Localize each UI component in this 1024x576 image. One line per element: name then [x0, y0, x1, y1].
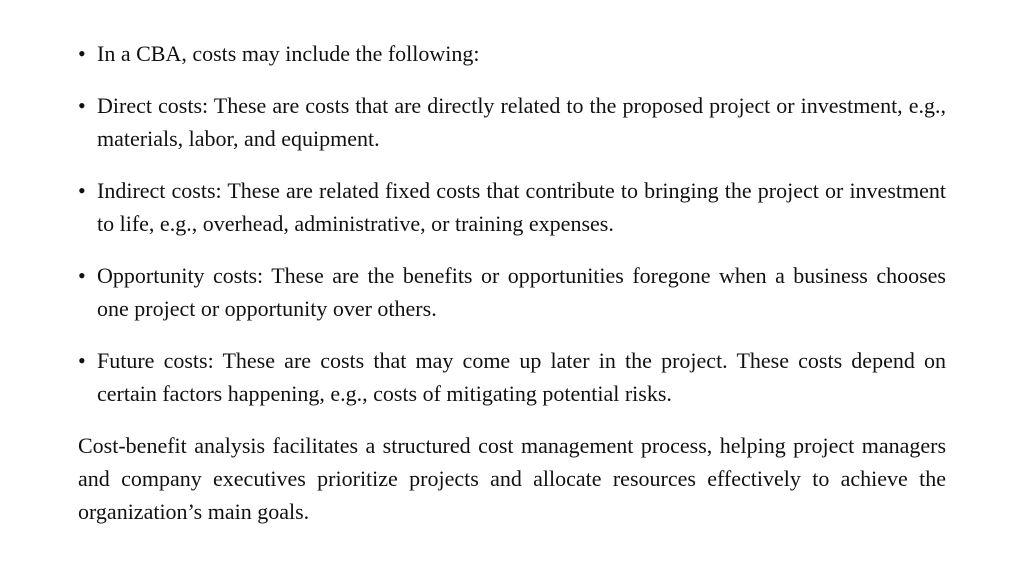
bullet-marker: • — [78, 348, 86, 373]
bullet-future-costs — [78, 344, 946, 410]
bullet-text: Future costs: These are costs that may come up later in the project. These costs depend on certain factors happening, e.g., costs of mitigating potential risks. — [97, 348, 946, 406]
bullet-text: Indirect costs: These are related fixed costs that contribute to bringing the project or investment to life, e.g., overhead, administrative, or training expenses. — [97, 178, 946, 236]
bullet-marker: • — [78, 178, 86, 203]
slide-content — [78, 37, 946, 528]
bullet-text: Direct costs: These are costs that are directly related to the proposed project or investment, e.g., materials, labor, and equipment. — [97, 93, 946, 151]
bullet-marker: • — [78, 41, 86, 66]
bullet-opportunity-costs — [78, 259, 946, 325]
bullet-marker: • — [78, 93, 86, 118]
bullet-text: In a CBA, costs may include the following: — [97, 41, 480, 66]
summary-paragraph: Cost-benefit analysis facilitates a structured cost management process, helping project managers and company executives prioritize projects and allocate resources effectively to achieve the organization’s main goals. — [78, 433, 946, 524]
bullet-indirect-costs — [78, 174, 946, 240]
bullet-direct-costs — [78, 89, 946, 155]
bullet-marker: • — [78, 263, 86, 288]
bullet-text: Opportunity costs: These are the benefits or opportunities foregone when a business chooses one project or opportunity over others. — [97, 263, 946, 321]
bullet-intro — [78, 37, 946, 70]
bullet-list — [78, 37, 946, 410]
